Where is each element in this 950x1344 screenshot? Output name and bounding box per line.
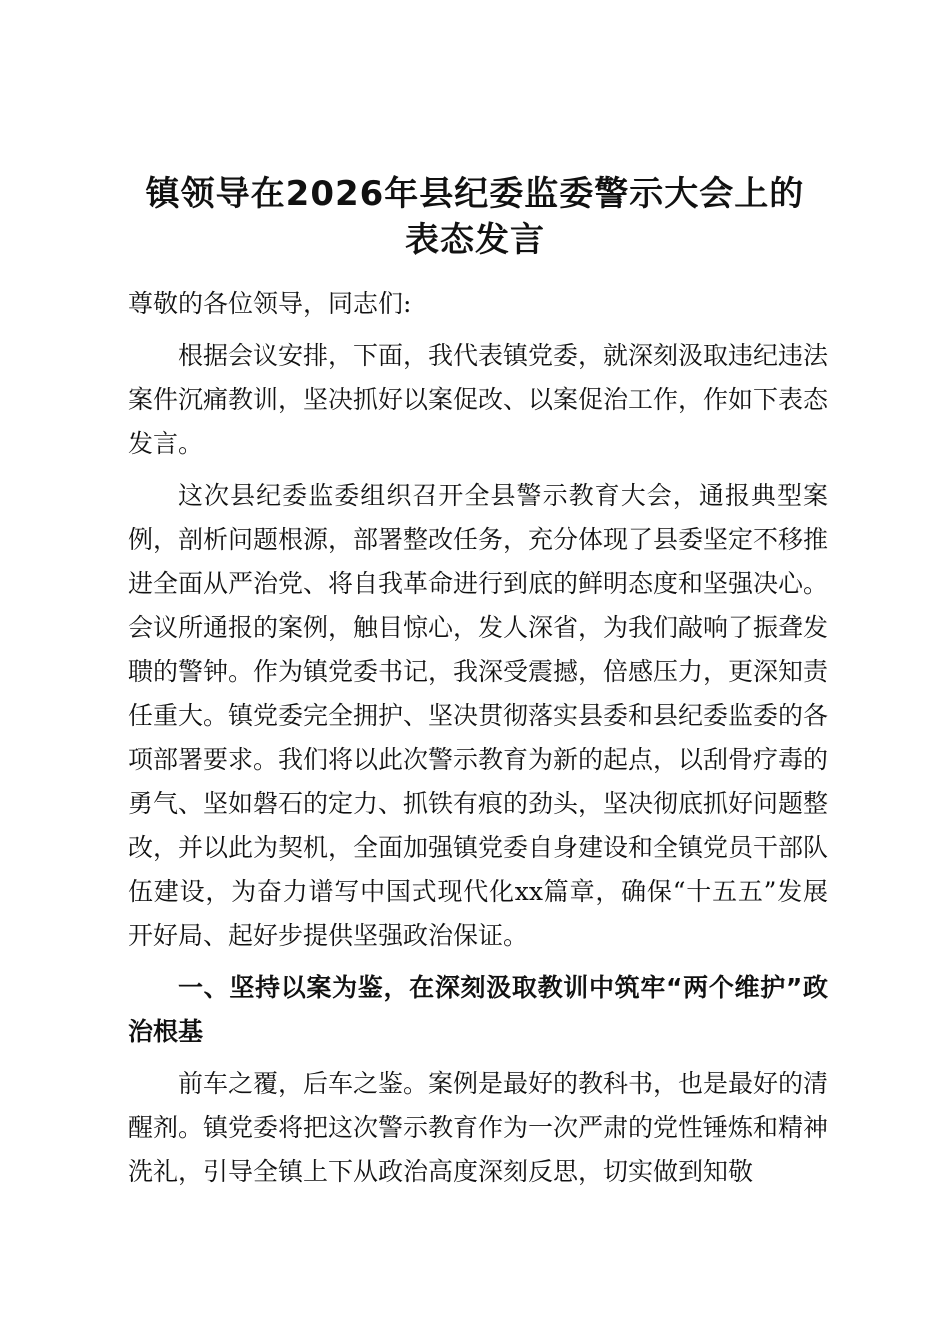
document-title-line1: 镇领导在2026年县纪委监委警示大会上的	[145, 174, 805, 214]
document-body	[128, 282, 828, 1202]
paragraph-meeting: 这次县纪委监委组织召开全县警示教育大会，通报典型案例，剖析问题根源，部署整改任务，充分体现了县委坚定不移推进全面从严治党、将自我革命进行到底的鲜明态度和坚强决心。会议所通报的案例，触目惊心，发人深省，为我们敲响了振聋发聩的警钟。作为镇党委书记，我深受震撼，倍感压力，更深知责任重大。镇党委完全拥护、坚决贯彻落实县委和县纪委监委的各项部署要求。我们将以此次警示教育为新的起点，以刮骨疗毒的勇气、坚如磐石的定力、抓铁有痕的劲头，坚决彻底抓好问题整改，并以此为契机，全面加强镇党委自身建设和全镇党员干部队伍建设，为奋力谱写中国式现代化xx篇章，确保“十五五”发展开好局、起好步提供坚强政治保证。	[128, 481, 829, 950]
salutation: 尊敬的各位领导，同志们:	[128, 289, 412, 318]
section-heading-1: 一、坚持以案为鉴，在深刻汲取教训中筑牢“两个维护”政治根基	[128, 973, 828, 1046]
paragraph-section-1: 前车之覆，后车之鉴。案例是最好的教科书，也是最好的清醒剂。镇党委将把这次警示教育作为一次严肃的党性锤炼和精神洗礼，引导全镇上下从政治高度深刻反思，切实做到知敬	[128, 1069, 829, 1186]
paragraph-intro: 根据会议安排，下面，我代表镇党委，就深刻汲取违纪违法案件沉痛教训，坚决抓好以案促改、以案促治工作，作如下表态发言。	[128, 341, 829, 458]
document-title-line2: 表态发言	[405, 220, 545, 260]
